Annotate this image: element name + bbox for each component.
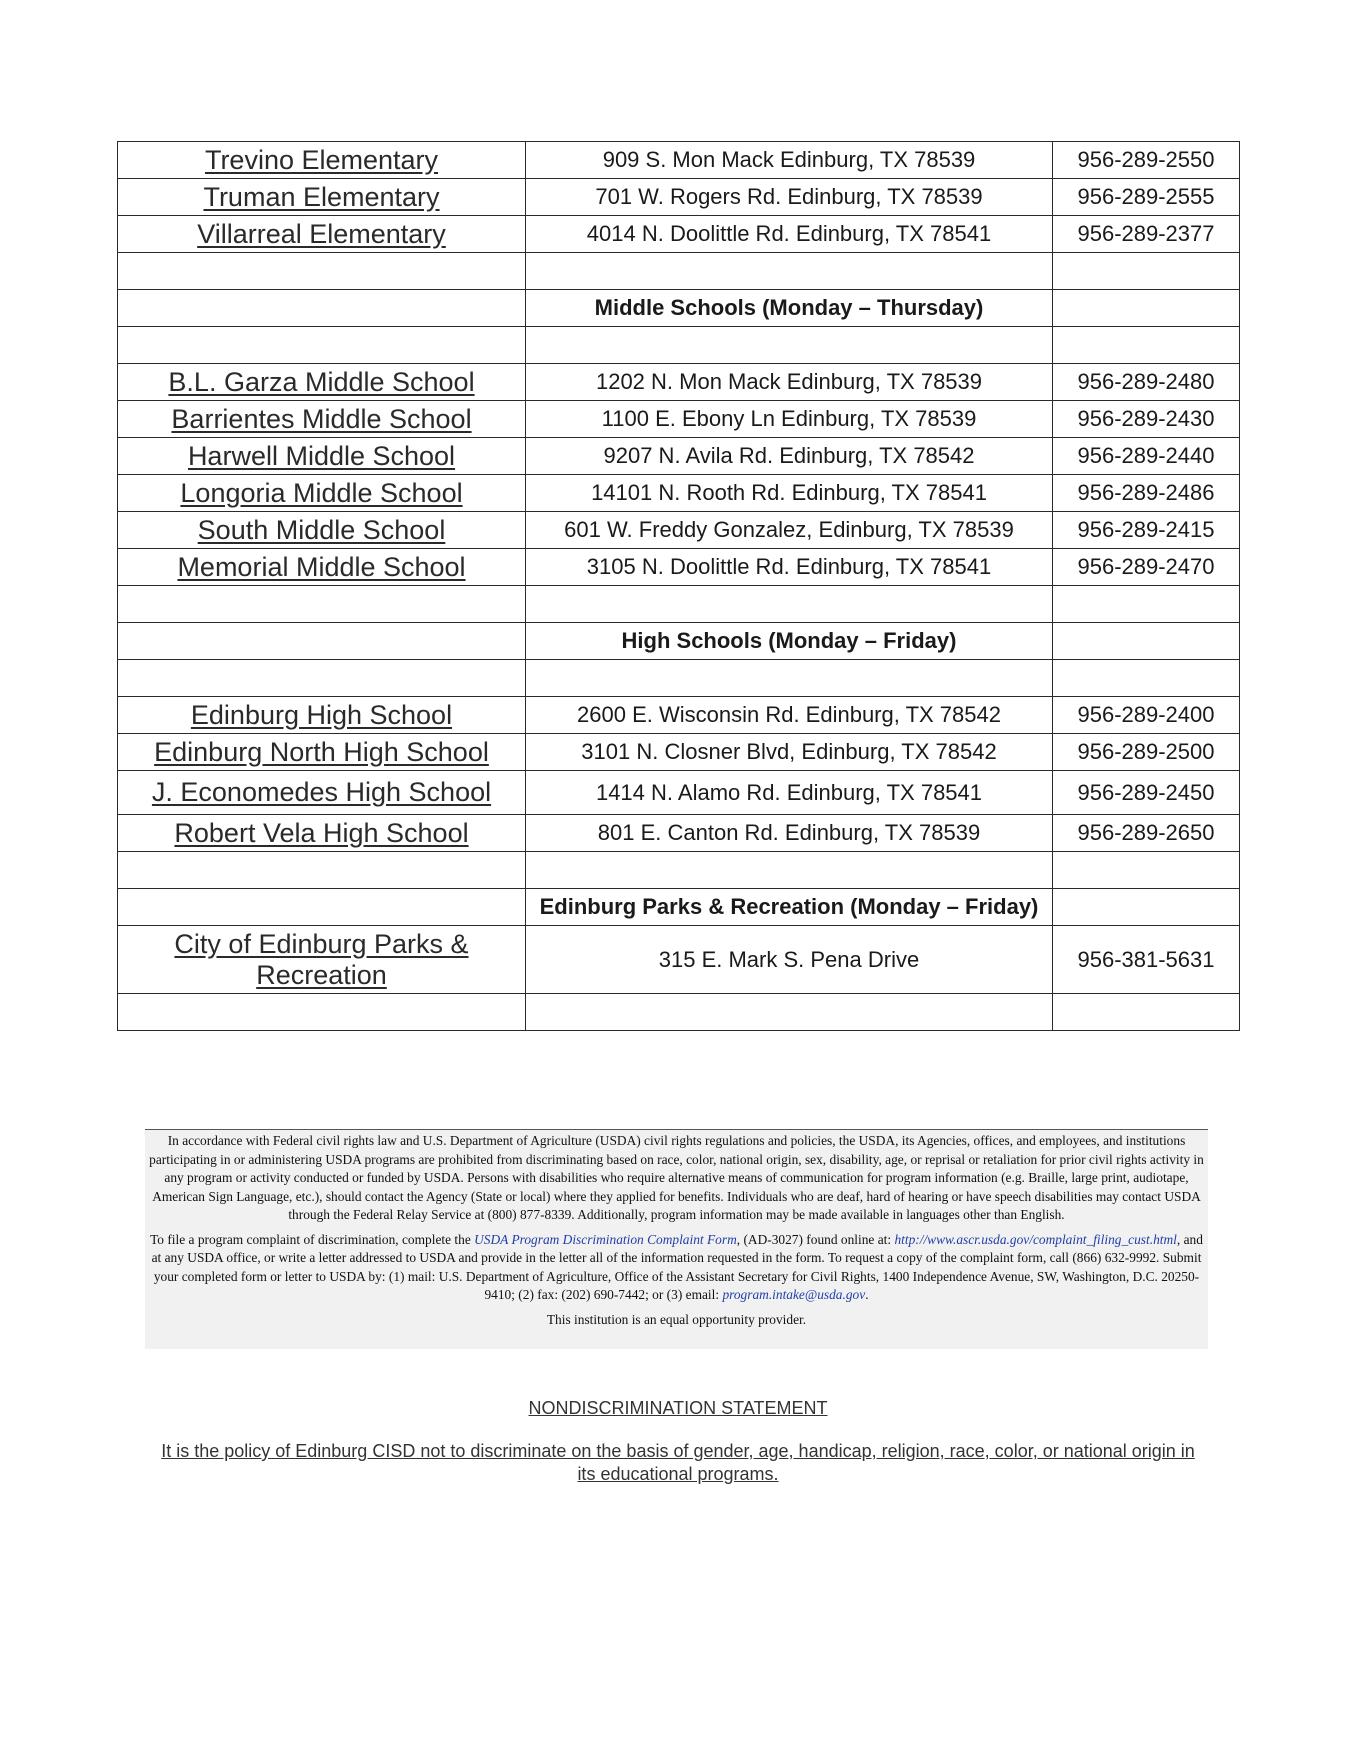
school-name-cell xyxy=(118,734,526,771)
empty-cell xyxy=(118,586,526,623)
empty-cell xyxy=(118,623,526,660)
school-name-cell xyxy=(118,697,526,734)
empty-cell xyxy=(526,994,1053,1031)
school-phone: 956-289-2450 xyxy=(1053,771,1240,815)
blank-row xyxy=(118,327,1240,364)
blank-row xyxy=(118,852,1240,889)
nondiscrimination-title: NONDISCRIMINATION STATEMENT xyxy=(528,1398,828,1418)
blank-row xyxy=(118,586,1240,623)
school-row xyxy=(118,216,1240,253)
school-address: 909 S. Mon Mack Edinburg, TX 78539 xyxy=(526,142,1053,179)
section-heading: Middle Schools (Monday – Thursday) xyxy=(526,290,1053,327)
section-heading-row xyxy=(118,889,1240,926)
school-name-link[interactable]: Truman Elementary xyxy=(203,181,440,212)
school-name-cell xyxy=(118,815,526,852)
empty-cell xyxy=(118,327,526,364)
school-phone: 956-289-2555 xyxy=(1053,179,1240,216)
empty-cell xyxy=(1053,994,1240,1031)
school-name-cell xyxy=(118,549,526,586)
section-heading: Edinburg Parks & Recreation (Monday – Friday) xyxy=(526,889,1053,926)
school-phone: 956-289-2500 xyxy=(1053,734,1240,771)
usda-nondiscrimination-statement xyxy=(145,1129,1208,1349)
school-row xyxy=(118,926,1240,994)
school-name-cell xyxy=(118,475,526,512)
school-row xyxy=(118,475,1240,512)
empty-cell xyxy=(1053,253,1240,290)
school-name-cell xyxy=(118,179,526,216)
equal-opportunity-line: This institution is an equal opportunity provider. xyxy=(546,1311,807,1327)
empty-cell xyxy=(118,290,526,327)
school-name-cell xyxy=(118,771,526,815)
empty-cell xyxy=(526,327,1053,364)
empty-cell xyxy=(1053,586,1240,623)
schools-table xyxy=(117,141,1240,1031)
school-phone: 956-289-2415 xyxy=(1053,512,1240,549)
school-address: 701 W. Rogers Rd. Edinburg, TX 78539 xyxy=(526,179,1053,216)
school-name-link[interactable]: Edinburg North High School xyxy=(154,736,489,767)
school-name-cell xyxy=(118,926,526,994)
school-name-link[interactable]: Longoria Middle School xyxy=(180,477,463,508)
section-heading: High Schools (Monday – Friday) xyxy=(526,623,1053,660)
school-address: 2600 E. Wisconsin Rd. Edinburg, TX 78542 xyxy=(526,697,1053,734)
empty-cell xyxy=(118,852,526,889)
school-name-cell xyxy=(118,401,526,438)
empty-cell xyxy=(1053,889,1240,926)
school-row xyxy=(118,364,1240,401)
school-row xyxy=(118,179,1240,216)
blank-row xyxy=(118,253,1240,290)
school-name-link[interactable]: Barrientes Middle School xyxy=(171,403,472,434)
school-name-link[interactable]: B.L. Garza Middle School xyxy=(168,366,475,397)
section-heading-row xyxy=(118,290,1240,327)
empty-cell xyxy=(118,253,526,290)
school-phone: 956-289-2486 xyxy=(1053,475,1240,512)
school-row xyxy=(118,697,1240,734)
empty-cell xyxy=(526,586,1053,623)
complaint-form-link[interactable]: USDA Program Discrimination Complaint Form xyxy=(474,1231,737,1247)
empty-cell xyxy=(118,889,526,926)
school-address: 9207 N. Avila Rd. Edinburg, TX 78542 xyxy=(526,438,1053,475)
empty-cell xyxy=(1053,623,1240,660)
nondiscrimination-body: It is the policy of Edinburg CISD not to discriminate on the basis of gender, age, handicap, religion, race, color, or national origin in its educational programs. xyxy=(161,1441,1195,1484)
school-address: 801 E. Canton Rd. Edinburg, TX 78539 xyxy=(526,815,1053,852)
school-name-link[interactable]: Memorial Middle School xyxy=(177,551,466,582)
complaint-url-link[interactable]: http://www.ascr.usda.gov/complaint_filing_cust.html xyxy=(894,1231,1177,1247)
school-name-link[interactable]: J. Economedes High School xyxy=(151,777,492,807)
school-phone: 956-381-5631 xyxy=(1053,926,1240,994)
usda-p2-text-b: , (AD-3027) found online at: xyxy=(736,1231,895,1247)
school-row xyxy=(118,815,1240,852)
empty-cell xyxy=(118,994,526,1031)
usda-p2-text-d: . xyxy=(865,1287,869,1302)
school-address: 14101 N. Rooth Rd. Edinburg, TX 78541 xyxy=(526,475,1053,512)
school-row xyxy=(118,438,1240,475)
school-name-link[interactable]: Harwell Middle School xyxy=(187,440,456,471)
empty-cell xyxy=(1053,852,1240,889)
school-name-link[interactable]: South Middle School xyxy=(197,514,446,545)
school-row xyxy=(118,549,1240,586)
school-phone: 956-289-2480 xyxy=(1053,364,1240,401)
school-phone: 956-289-2440 xyxy=(1053,438,1240,475)
empty-cell xyxy=(118,660,526,697)
school-name-cell xyxy=(118,364,526,401)
school-name-cell xyxy=(118,438,526,475)
school-row xyxy=(118,401,1240,438)
school-phone: 956-289-2470 xyxy=(1053,549,1240,586)
school-row xyxy=(118,771,1240,815)
school-address: 3105 N. Doolittle Rd. Edinburg, TX 78541 xyxy=(526,549,1053,586)
usda-paragraph-1: In accordance with Federal civil rights law and U.S. Department of Agriculture (USDA) civil rights regulations and policies, the USDA, its Agencies, offices, and employees, and institutions participating in or administering USDA programs are prohibited from discriminating based on race, color, national origin, sex, disability, age, or reprisal or retaliation for prior civil rights activity in any program or activity conducted or funded by USDA. Persons with disabilities who require alternative means of communication for program information (e.g. Braille, large print, audiotape, American Sign Language, etc.), should contact the Agency (State or local) where they applied for benefits. Individuals who are deaf, hard of hearing or have speech disabilities may contact USDA through the Federal Relay Service at (800) 877-8339. Additionally, program information may be made available in languages other than English. xyxy=(149,1133,1204,1222)
school-phone: 956-289-2400 xyxy=(1053,697,1240,734)
school-name-link[interactable]: Edinburg High School xyxy=(190,699,453,730)
usda-p2-text-a: To file a program complaint of discrimination, complete the xyxy=(150,1231,475,1247)
school-name-link[interactable]: Villarreal Elementary xyxy=(197,218,446,249)
school-name-link[interactable]: Robert Vela High School xyxy=(174,817,469,848)
school-address: 1414 N. Alamo Rd. Edinburg, TX 78541 xyxy=(526,771,1053,815)
blank-row xyxy=(118,660,1240,697)
empty-cell xyxy=(526,852,1053,889)
school-address: 4014 N. Doolittle Rd. Edinburg, TX 78541 xyxy=(526,216,1053,253)
school-address: 1202 N. Mon Mack Edinburg, TX 78539 xyxy=(526,364,1053,401)
blank-row xyxy=(118,994,1240,1031)
school-name-cell xyxy=(118,512,526,549)
school-name-cell xyxy=(118,216,526,253)
school-row xyxy=(118,512,1240,549)
school-address: 1100 E. Ebony Ln Edinburg, TX 78539 xyxy=(526,401,1053,438)
schools-table-body xyxy=(118,142,1240,1031)
school-name-link[interactable]: City of Edinburg Parks & Recreation xyxy=(174,928,469,990)
empty-cell xyxy=(1053,327,1240,364)
school-row xyxy=(118,142,1240,179)
school-phone: 956-289-2550 xyxy=(1053,142,1240,179)
empty-cell xyxy=(526,660,1053,697)
usda-p2-text-c: , and at any USDA office, or write a letter addressed to USDA and provide in the letter all of the information requested in the form. To request a copy of the complaint form, call (866) 632-9992. Submit your completed form or letter to USDA by: (1) mail: U.S. Department of Agriculture, Office of the Assistant Secretary for Civil Rights, 1400 Independence Avenue, SW, Washington, D.C. 20250-9410; (2) fax: (202) 690-7442; or (3) email: xyxy=(151,1231,1203,1302)
empty-cell xyxy=(1053,660,1240,697)
school-address: 315 E. Mark S. Pena Drive xyxy=(526,926,1053,994)
school-address: 601 W. Freddy Gonzalez, Edinburg, TX 78539 xyxy=(526,512,1053,549)
school-phone: 956-289-2430 xyxy=(1053,401,1240,438)
school-address: 3101 N. Closner Blvd, Edinburg, TX 78542 xyxy=(526,734,1053,771)
school-row xyxy=(118,734,1240,771)
program-intake-email-link[interactable]: program.intake@usda.gov xyxy=(722,1287,866,1302)
school-name-cell xyxy=(118,142,526,179)
empty-cell xyxy=(1053,290,1240,327)
usda-paragraph-2 xyxy=(149,1231,1204,1305)
section-heading-row xyxy=(118,623,1240,660)
empty-cell xyxy=(526,253,1053,290)
school-phone: 956-289-2650 xyxy=(1053,815,1240,852)
school-phone: 956-289-2377 xyxy=(1053,216,1240,253)
school-name-link[interactable]: Trevino Elementary xyxy=(204,144,439,175)
